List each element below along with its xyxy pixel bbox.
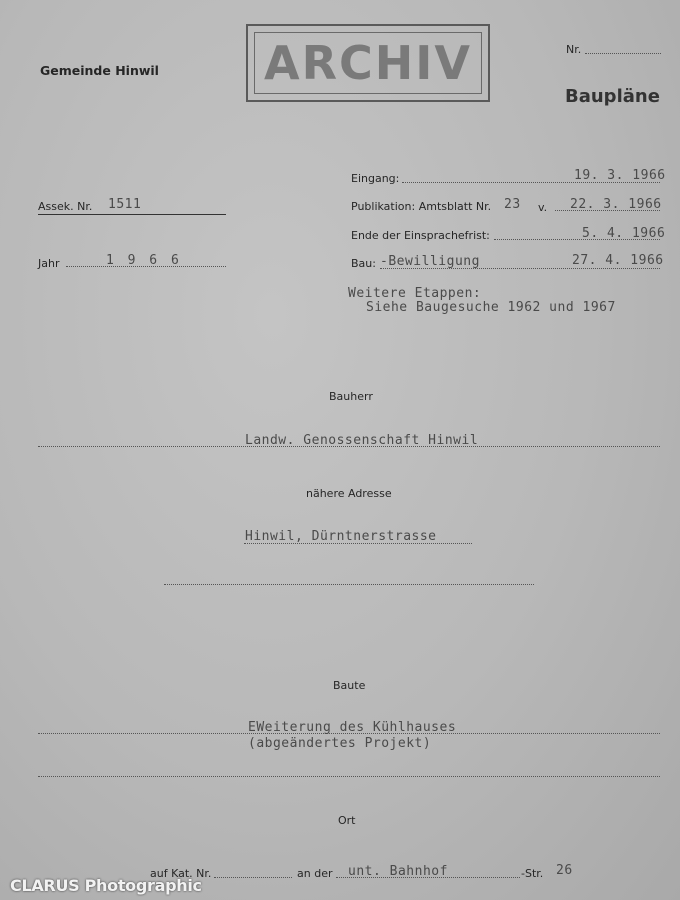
kat-label: auf Kat. Nr. (150, 867, 212, 880)
archiv-stamp (246, 24, 490, 102)
adresse-value: Hinwil, Dürntnerstrasse (245, 529, 437, 544)
bewilligung-text: -Bewilligung (380, 254, 480, 269)
baute-line-2 (38, 776, 660, 777)
amtsblatt-nr: 23 (504, 197, 521, 212)
nr-line (585, 53, 661, 54)
assek-label: Assek. Nr. (38, 200, 93, 213)
nr-label: Nr. (566, 43, 582, 56)
assek-underline (38, 214, 226, 215)
etappen-line-1: Weitere Etappen: (348, 286, 482, 301)
publikation-label: Publikation: Amtsblatt Nr. (351, 200, 492, 213)
einsprache-value: 5. 4. 1966 (582, 226, 666, 241)
v-label: v. (538, 201, 548, 214)
document-title: Baupläne (565, 86, 660, 107)
jahr-label: Jahr (38, 257, 60, 270)
eingang-label: Eingang: (351, 172, 400, 185)
bau-label: Bau: (351, 257, 376, 270)
baute-value-line-2: (abgeändertes Projekt) (248, 736, 432, 751)
jahr-value: 1 9 6 6 (106, 253, 182, 268)
assek-value: 1511 (108, 197, 142, 212)
bewilligung-line (380, 268, 660, 269)
einsprache-label: Ende der Einsprachefrist: (351, 229, 490, 242)
adresse-label: nähere Adresse (306, 487, 392, 500)
an-der-label: an der (297, 867, 333, 880)
etappen-line-2: Siehe Baugesuche 1962 und 1967 (366, 300, 616, 315)
bauherr-label: Bauherr (329, 390, 373, 403)
bauherr-value: Landw. Genossenschaft Hinwil (245, 433, 479, 448)
adresse-extra-line (164, 584, 534, 585)
street-value: unt. Bahnhof (348, 864, 448, 879)
baute-label: Baute (333, 679, 366, 692)
municipality-name: Gemeinde Hinwil (40, 63, 159, 78)
ort-label: Ort (338, 814, 356, 827)
archiv-stamp-text: ARCHIV (254, 32, 482, 94)
kat-line (214, 877, 292, 878)
baute-value-line-1: EWeiterung des Kühlhauses (248, 720, 457, 735)
eingang-value: 19. 3. 1966 (574, 168, 666, 183)
str-label: -Str. (521, 867, 544, 880)
publikation-value: 22. 3. 1966 (570, 197, 662, 212)
photographer-watermark: CLARUS Photographic (10, 876, 202, 895)
house-number: 26 (556, 863, 573, 878)
bewilligung-value: 27. 4. 1966 (572, 253, 664, 268)
